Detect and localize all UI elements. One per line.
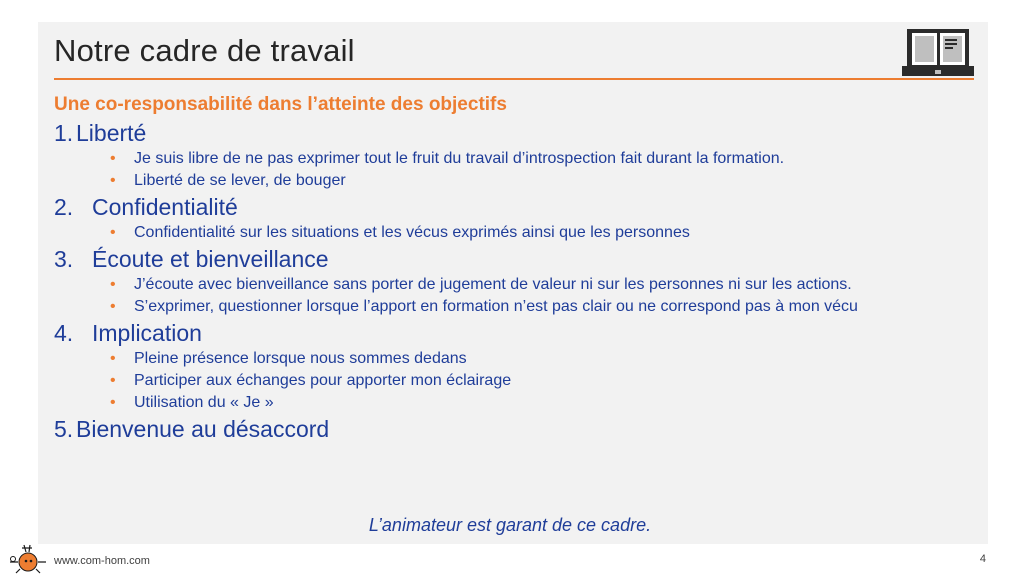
bullet-text: Utilisation du « Je » [134, 394, 274, 411]
section-heading [54, 318, 974, 348]
bullet-marker: • [110, 372, 116, 389]
list-item [110, 392, 964, 414]
section-number: 3. [54, 246, 74, 272]
list-item [110, 296, 964, 318]
section-number: 4. [54, 320, 74, 346]
title-underline [54, 78, 974, 80]
com-hom-logo [8, 542, 48, 574]
bullet-marker: • [110, 394, 116, 411]
section-number: 2. [54, 194, 74, 220]
section-desaccord [54, 414, 974, 444]
open-book-icon [901, 28, 975, 78]
list-item [110, 274, 964, 296]
list-item [110, 170, 964, 192]
bullet-marker: • [110, 350, 116, 367]
section-number: 1. [54, 120, 74, 146]
section-title: Bienvenue au désaccord [76, 416, 330, 442]
section-heading [54, 118, 974, 148]
section-liberte [54, 118, 974, 192]
bullet-text: J’écoute avec bienveillance sans porter de jugement de valeur ni sur les personnes ni sur les actions. [134, 276, 852, 293]
section-title: Écoute et bienveillance [92, 246, 329, 272]
bullet-text: Pleine présence lorsque nous sommes dedans [134, 350, 467, 367]
bullet-marker: • [110, 276, 116, 293]
bullet-marker: • [110, 172, 116, 189]
closing-note-text: L’animateur est garant de ce cadre. [368, 515, 652, 535]
section-heading [54, 414, 974, 444]
section-implication [54, 318, 974, 414]
section-title: Liberté [76, 120, 147, 146]
bullet-list [54, 222, 974, 244]
list-item [110, 222, 964, 244]
section-number: 5. [54, 416, 74, 442]
framework-list [54, 118, 974, 444]
section-confidentialite [54, 192, 974, 244]
closing-note [0, 515, 1024, 536]
bullet-marker: • [110, 298, 116, 315]
slide-subtitle: Une co-responsabilité dans l’atteinte des objectifs [54, 94, 507, 115]
section-title: Implication [92, 320, 202, 346]
list-item [110, 348, 964, 370]
bullet-text: Confidentialité sur les situations et les vécus exprimés ainsi que les personnes [134, 224, 690, 241]
bullet-text: S’exprimer, questionner lorsque l’apport en formation n’est pas clair ou ne correspond pas à mon vécu [134, 298, 858, 315]
list-item [110, 370, 964, 392]
page-number: 4 [979, 553, 986, 565]
section-title: Confidentialité [92, 194, 238, 220]
footer-url: www.com-hom.com [54, 555, 150, 567]
section-heading [54, 192, 974, 222]
bullet-list [54, 274, 974, 318]
slide-title: Notre cadre de travail [54, 33, 355, 68]
bullet-text: Liberté de se lever, de bouger [134, 172, 346, 189]
bullet-text: Participer aux échanges pour apporter mon éclairage [134, 372, 512, 389]
section-ecoute-bienveillance [54, 244, 974, 318]
bullet-text: Je suis libre de ne pas exprimer tout le fruit du travail d’introspection fait durant la formation. [134, 150, 785, 167]
bullet-marker: • [110, 224, 116, 241]
list-item [110, 148, 964, 170]
bullet-list [54, 348, 974, 414]
bullet-marker: • [110, 150, 116, 167]
section-heading [54, 244, 974, 274]
bullet-list [54, 148, 974, 192]
